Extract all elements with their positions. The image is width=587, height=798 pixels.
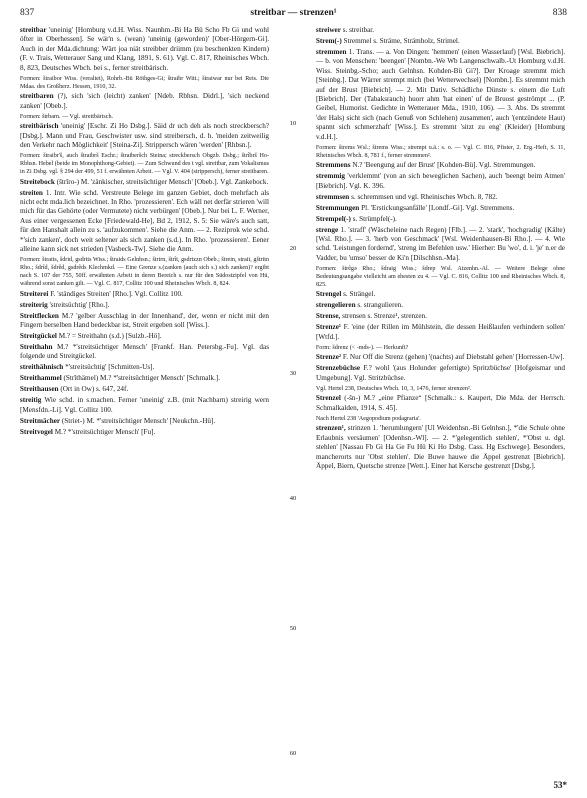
page-number-left: 837 [20, 8, 35, 18]
forms-note [316, 415, 565, 423]
entry-lemma: Strengel [316, 290, 342, 299]
entry-text: Formen: štrems Wsl.; štrems Wiss.; strempt u.ä.: s. o. — Vgl. C. 816, Pfister, 2. Erg.-Heft, S. 11, Rheinisches Wbch. 8, 781 f., ferner stremmen². [316, 144, 565, 159]
forms-note [20, 75, 269, 91]
dictionary-entry [316, 172, 565, 191]
forms-note [20, 113, 269, 121]
entry-lemma: Streitebock [20, 177, 55, 186]
entry-text: F.? wohl '(aus Holunder gefertigte) Spritzbüchse' [Hofgeismar und Umgebung]. Vgl. Stritzbüchse. [316, 364, 565, 382]
entry-lemma: streitig [20, 396, 42, 405]
entry-text: Nach Hertel 238 'Aegopodium podagraria'. [316, 415, 421, 422]
line-number-gutter [276, 26, 310, 781]
entry-text: M.? *'streitsüchtiger Mensch' [Frankf. Han. Petersbg.-Fu]. Vgl. das folgende und Streitgückel. [20, 343, 269, 361]
entry-lemma: streiwer [316, 26, 341, 34]
entry-lemma: streiten [20, 188, 43, 197]
line-number: 60 [289, 750, 297, 757]
dictionary-entry [316, 290, 565, 299]
entry-lemma: Streitflecken [20, 311, 59, 320]
entry-text: 1. 'straff' (Wäscheleine nach Regen) [Flb.]. — 2. 'stark', 'hochgradig' (Kälte) [Wsl. Rho.]. — 3. 'herb von Geschmack' [Wsl. Weidenhausen-Bi Rho.]. — 4. Wie schd. 'Leistungen fordernd', 'streng im Befehlen usw.' Hierher: Bu 'wo', d. i. 'je' n.er de Vadder, bu 'umso' besser de Ki'n [Dilschhsn.-Ma]. [316, 225, 565, 262]
entry-text: Pl. 'Erstickungsanfälle' [Londf.-Gi]. Vgl. Stremmens. [361, 203, 515, 212]
entry-text: (Strîthämel) M.? *'streitsüchtiger Mensch' [Schmalk.]. [63, 374, 220, 383]
page-number-right: 838 [552, 8, 567, 18]
entry-text: 1. Intr. Wie schd. Verstreute Belege im ganzen Gebiet, doch mehrfach als nicht echt mda.lich bezeichnet. In Rho. 'prozessieren'. Ech wäll net derfär strieren 'will mich für das Gehörte (oder Vermutete) nicht verbürgen' [Obeb.]. Nur bei L. F. Werner, Aus einer vergessenen Ecke [Friedewald-He], Bd 2, 1912, S. 5: Sie wäre's auch satt, für den Hanshalt allein zu s. 'aufzukommen'. Siehe die Anm. — 2. Reziprok wie schd. *'sich zanken', doch weit seltener als sich zanken (s.d.). In Rho. 'prozessieren'. Eener alleine kann sick net strieden [Vasbeck-Tw]. Siehe die Anm. [20, 188, 269, 254]
entry-lemma: Streithahn [20, 343, 53, 352]
dictionary-entry [20, 374, 269, 383]
entry-text: 'verklemmt' (von an sich beweglichen Sachen), auch 'beengt beim Atmen' [Biebrich]. Vgl. K. 396. [316, 172, 565, 190]
dictionary-entry [20, 178, 269, 187]
entry-text: s. Strümpfel(-). [352, 214, 397, 223]
entry-lemma: Strenze² [316, 353, 342, 362]
dictionary-entry [316, 394, 565, 413]
dictionary-entry [316, 204, 565, 213]
entry-lemma: streitbärisch [20, 122, 59, 131]
entry-text: Form: šdrenz (< -mds-). — Herkunft? [316, 344, 409, 351]
dictionary-entry [316, 193, 565, 202]
dictionary-entry [316, 161, 565, 170]
entry-text: F. 'eine (der Rillen im Mühlstein, die dessen Heißlaufen verhindern sollen' [Wtfd.]. [316, 323, 565, 341]
dictionary-entry [316, 323, 565, 342]
right-column [316, 26, 565, 781]
entry-lemma: Strem(-) [316, 37, 342, 45]
entry-text: s. strangulieren. [357, 301, 404, 310]
entry-text: M.? 'gelber Ausschlag in der Innenhand', der, wenn er nicht mit den Fingern berselben Hand bedeckbar ist, Streit ergeben soll [Wiss.]. [20, 311, 269, 330]
signature-mark: 53* [553, 780, 567, 790]
page-header [20, 8, 567, 22]
entry-lemma: streitbaren [20, 92, 54, 101]
entry-lemma: stremmen [316, 48, 347, 56]
entry-text: 'uneinig' [Homburg v.d.H. Wiss. Naunhm.-Bi Ha Bü Scho Fb Gi und wohl öfter in Oberhessen]. Se wär'n s. (wean) 'uneinig (geworden)' [Ober-Hörgern-Gi]. Auch in der Mda.dichtung: Wärt joa niät streibber driimm (zu beschenkten Kindern) (F. v. Trais, Wetterauer Sang und Klang, 1891, S. 61). Vgl. C. 817, Rheinisches Wbch. 8, 823, Deutsches Wbch. bei s., ferner streitbärisch. [20, 26, 269, 72]
entry-lemma: Strense, [316, 312, 341, 321]
entry-text: (?), sich 'sich (leicht) zanken' [Ndeb. Rbhsn. Didrl.], 'sich neckend zanken' [Obeb.]. [20, 92, 269, 110]
entry-text: F. Nur Off die Strenz (gehen) '(nachts) auf Diebstahl gehen' [Horressen-Uw]. [342, 353, 565, 362]
line-number: 20 [289, 245, 297, 252]
entry-lemma: Streitmächer [20, 416, 61, 425]
entry-text: Formen: štrbarn. — Vgl. streitbärisch. [20, 113, 114, 120]
dictionary-entry [20, 301, 269, 310]
entry-lemma: stremmig [316, 172, 345, 181]
entry-text: s. Strängel. [343, 290, 376, 299]
entry-text: Formen: štraibr'š, auch štraibrš Eschr.; štraiberšch Steina; streckbersch Obgzb. Dsbg.; štrîbrš Ho-Rbhsn. Hebel (beide im Monophthong-Gebiet). — Zum Schwund des t vgl. streitbar, zum Vokalismus in Zi Dsbg. vgl. § 294 der 499, 51 f. erwähnten Arbeit. — Vgl. V. 404 (strippersch), ferner streitbaren. [20, 153, 269, 176]
entry-text: F. 'ständiges Streiten' [Rho.]. Vgl. Collitz 100. [50, 289, 183, 298]
forms-note [316, 265, 565, 289]
entry-lemma: strengelieren [316, 301, 356, 310]
entry-text: Wie schd. in s.machen. Ferner 'uneinig' z.B. (mit Nachbarn) streirig wern [Mensfdn.-Li]. Vgl. Collitz 100. [20, 396, 269, 414]
dictionary-entry [20, 290, 269, 299]
entry-text: Stremmel s. Sträme, Strämholz, Strimel. [343, 37, 460, 45]
entry-lemma: Strenzebüchse [316, 364, 361, 373]
entry-lemma: Stremmens [316, 161, 351, 170]
entry-lemma: Streitvogel [20, 427, 53, 436]
line-number: 30 [289, 370, 297, 377]
dictionary-entry [20, 343, 269, 362]
forms-note [316, 144, 565, 160]
dictionary-entry [316, 226, 565, 264]
running-title: streitbar — strenzen¹ [250, 8, 337, 18]
entry-lemma: streiterig [20, 300, 48, 309]
entry-lemma: Streithammel [20, 374, 62, 383]
entry-text: Formen: štrêgə Rho.; šdraig Wiss.; šdrep Wsl. Atzenhn.-Al. — Weitere Belege ohne Bedeutungsangabe vielleicht am ehesten zu 4. — Vgl. C. 816, Collitz 100 und Rheinisches Wbch. 8, 825. [316, 265, 565, 288]
entry-lemma: Strenze¹ [316, 323, 342, 332]
entry-lemma: Streithausen [20, 385, 59, 394]
entry-lemma: streitbar [20, 26, 47, 34]
entry-lemma: Strenzel [316, 394, 341, 403]
dictionary-entry [316, 26, 565, 35]
dictionary-entry [20, 396, 269, 415]
dictionary-entry [20, 26, 269, 73]
dictionary-entry [20, 332, 269, 341]
dictionary-entry [20, 122, 269, 150]
entry-text: N.? 'Beengung auf der Brust' [Kohden-Bü]. Vgl. Stremmungen. [352, 161, 536, 170]
dictionary-entry [316, 353, 565, 362]
line-number: 40 [289, 495, 297, 502]
entry-text: s. schremmsen und vgl. Rheinisches Wbch. 8, 782. [351, 192, 498, 201]
dictionary-entry [20, 428, 269, 437]
entry-lemma: Stremmungen [316, 203, 360, 212]
entry-text: Vgl. Hertel 238, Deutsches Wbch. 10, 3, 1476, ferner strenzen². [316, 385, 472, 392]
entry-text: (Ort in Ow) s. 647, 24f. [60, 385, 129, 394]
entry-text: M.? = Streithahn (s.d.) [Sulzb.-Hö]. [58, 332, 162, 341]
entry-lemma: strenge [316, 225, 339, 234]
entry-text: Formen: štraibor Wiss. (veraltet), Rohrb.-Bü Röthges-Gi; štraibr Witt.; štraiwar nur bei Reis. Die Mdaa. des Großherz. Hessen, 1910, 32. [20, 75, 269, 90]
left-column [20, 26, 269, 781]
entry-text: Formen: štraits, šdrid, gsdrits Wiss.; štraids Gelnhsn.; štrirn, štrît, gsdrizzn Obeb.; štrein, strait, gštritn Rho.; šdrîd, šdrêd, gsdrêds Klechmkd. — Eine Grenze s.(zanken (auch sich s.) sich zanken)? ergibt nach S. 107 der 755, 50ff. erwähnten Arbeit in deren Bereich s. nur für den Südostzipfel von Hü, während sonst zanken gilt. — Vgl. C. 817, Collitz 100 und Rheinisches Wbch. 8, 824. [20, 257, 269, 288]
dictionary-entry [316, 424, 565, 471]
dictionary-entry [316, 37, 565, 46]
entry-lemma: Streitgückel [20, 332, 57, 341]
entry-text: (štrîro-) M. 'zänkischer, streitsüchtiger Mensch' [Obeb.]. Vgl. Zankebock. [56, 177, 269, 186]
dictionary-entry [316, 312, 565, 321]
dictionary-entry [20, 417, 269, 426]
entry-text: (Striet-) M. *'streitsüchtiger Mensch' [Neukchn.-Hü]. [61, 416, 216, 425]
line-number: 50 [289, 625, 297, 632]
line-number: 10 [289, 120, 297, 127]
entry-lemma: streithähnisch [20, 363, 64, 372]
entry-lemma: Streiterei [20, 289, 49, 298]
entry-text: (-šn-) M.? „eine Pfianze“ [Schmalk.: s. Kaupert, Die Mda. der Herrsch. Schmalkalden, 1914, S. 45]. [316, 394, 565, 412]
entry-text: 'uneinig' [Eschr. Zi Ho Dsbg.]. Säid dr uch deh als noch streckbersch? [Dsbg.]. Mann und Frau, Geschwister usw. sind streibersch, d. h. 'meiden zeitweilig den Verkehr nach Möglichkeit' [Steina-Zi]. Strippersch wären 'werden' [Rhbsn.]. [20, 122, 269, 150]
entry-text: strinzen 1. 'herumlungern' [Ul Weidenhsn.-Bi Gelnhsn.], *'die Schule ohne Erlaubnis versäumen' [Odenhsn.-Wl]. — 2. *'gelegentlich stehlen', *'Obst u. dgl. stehlen' [Nassau Fb Gi Ha Ge Fu Hü Ki Ho Dsbg. Cass. Hg Eschwege]. Besonders, mancherorts nur 'Obst stehlen'. Die Buwe hauwe die Äppel gestrenzt [Biebrich]. Äppel, Biern, Quetsche strenze [Wett.]. Einer hat Kersche gestrenzt [Dsbg.]. [316, 424, 565, 471]
entry-lemma: Strempel(-) [316, 214, 351, 223]
forms-note [20, 152, 269, 176]
dictionary-entry [20, 385, 269, 394]
dictionary-entry [316, 364, 565, 383]
dictionary-entry [316, 301, 565, 310]
forms-note [20, 256, 269, 288]
forms-note [316, 385, 565, 393]
dictionary-entry [20, 92, 269, 111]
dictionary-entry [316, 215, 565, 224]
entry-text: *'streitsüchtig' [Schmitten-Us]. [65, 363, 155, 372]
forms-note [316, 344, 565, 352]
entry-text: s. streitbar. [342, 26, 375, 34]
entry-lemma: stremmsen [316, 192, 350, 201]
dictionary-entry [20, 312, 269, 331]
entry-lemma: strenzen¹, [316, 424, 346, 433]
entry-text: 'streitsüchtig' [Rho.]. [49, 300, 110, 309]
dictionary-entry [20, 363, 269, 372]
entry-text: strensen s. Strenze¹, strenzen. [342, 312, 427, 321]
entry-text: M.? *'streitsüchtiger Mensch' [Fu]. [54, 427, 156, 436]
dictionary-entry [316, 48, 565, 142]
entry-text: 1. Trans. — a. Von Dingen: 'hemmen' (einen Wasserlauf) [Wsl. Biebrich]. — b. von Menschen: 'beengen' [Nombn.-We Wb Langenschwalb.-Ut Homburg v.d.H. Wiss. Steinbg.-Scho; auch Gelnhsn. Kohden-Bü Gi?]. Der Kroage stremmt mich [Steinbg.]. Dat Wärrer strempt mich (bei Wetterwechsel) [Nombn.]. Es stremmt mich auf der Brust [Biebrich]. — 2. Mit Dativ. Schädliche Dünste s. einem die Luft [Biebrich]. Der (Tabaksrauch) huorr ahm 'hat einen' uf de Bruost geströmpt ... (P. Geibel, Humorist. Gedichte in Wetterauer Mda., 1910, 106). — 3. Abs. Ds stremmt 'der Hals) sicht sich (nach Genuß von Schlehen) zusammen', auch '(entzündete Haut) spannt sich schmerzhaft' [Wiss.]. Es stremmt 'sitzt zu eng' (Kleider) [Homburg v.d.H.]. [316, 48, 565, 141]
dictionary-entry [20, 189, 269, 255]
